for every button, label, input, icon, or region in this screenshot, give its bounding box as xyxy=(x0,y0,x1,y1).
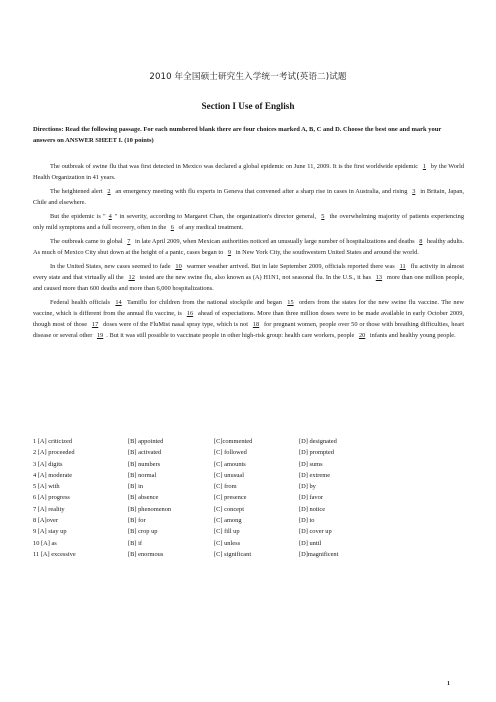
text-segment: the overwhelming majority of patients experiencing only mild symptoms and a full recovery, often in the xyxy=(33,212,464,232)
option-row xyxy=(33,538,464,549)
blank-12: 12 xyxy=(128,274,135,282)
option-row xyxy=(33,447,464,458)
blank-13: 13 xyxy=(375,274,383,282)
option-c: [C] amounts xyxy=(214,460,246,468)
blank-17: 17 xyxy=(91,321,99,329)
option-a: 8 [A]over xyxy=(33,517,59,525)
option-b: [B] enormous xyxy=(128,550,164,558)
text-segment: " in severity, according to Margaret Chan, the organization's director general, xyxy=(114,212,317,220)
option-c: [C] from xyxy=(214,483,237,491)
text-segment: in late April 2009, when Mexican authorities noticed an unusually large number of hospitalizations and deaths xyxy=(134,237,415,245)
option-row xyxy=(33,504,464,515)
passage xyxy=(33,161,464,344)
option-a: 10 [A] as xyxy=(33,539,57,547)
option-a: 2 [A] proceeded xyxy=(33,449,75,457)
blank-6: 6 xyxy=(170,224,174,232)
option-a: 6 [A] progress xyxy=(33,494,70,502)
text-segment: infants and healthy young people. xyxy=(369,332,456,340)
text-segment: ahead of expectations. More than three million doses were to be made available in early October 2009, though most of those xyxy=(33,310,464,329)
blank-15: 15 xyxy=(287,299,294,307)
option-d: [D] cover up xyxy=(299,528,332,536)
blank-9: 9 xyxy=(227,249,232,257)
blank-18: 18 xyxy=(252,321,260,329)
option-a: 1 [A] criticized xyxy=(33,438,73,445)
option-c: [C] significant xyxy=(214,550,252,558)
option-c: [C] presence xyxy=(214,494,247,502)
text-segment: In the United States, new cases seemed to fade xyxy=(50,262,171,270)
option-b: [B] for xyxy=(128,517,146,525)
paragraph-4 xyxy=(33,236,464,258)
option-a: 4 [A] moderate xyxy=(33,471,73,479)
text-segment: tested are the new swine flu, also known as (A) H1N1, not seasonal flu. In the U.S., it has xyxy=(139,274,371,282)
blank-16: 16 xyxy=(186,310,194,318)
exam-title: 2010 年全国硕士研究生入学统一考试(英语二)试题 xyxy=(149,72,347,82)
option-d: [D] until xyxy=(299,539,322,547)
option-d: [D] prompted xyxy=(299,449,334,457)
text-segment: doses were of the FluMist nasal spray type, which is not xyxy=(103,321,249,329)
option-b: [B] activated xyxy=(128,449,162,457)
text-segment: for pregnant women, people over 50 or those with breathing difficulties, heart disease or several other xyxy=(33,321,464,340)
option-d: [D] notice xyxy=(299,505,326,513)
blank-3: 3 xyxy=(412,187,416,195)
directions-text: Directions: Read the following passage. For each numbered blank there are four choices marked A, B, C and D. Choose the best one and mark your answers on ANSWER SHEET I. (10 points) xyxy=(33,126,442,145)
option-b: [B] in xyxy=(128,483,144,491)
blank-20: 20 xyxy=(358,332,366,340)
blank-7: 7 xyxy=(127,237,131,245)
option-b: [B] appointed xyxy=(128,438,164,445)
option-c: [C]commented xyxy=(214,438,253,445)
blank-19: 19 xyxy=(96,332,104,340)
blank-4: 4 xyxy=(108,212,112,220)
text-segment: warmer weather arrived. But in late September 2009, officials reported there was xyxy=(186,262,395,270)
option-row xyxy=(33,470,464,481)
option-row xyxy=(33,481,464,492)
option-b: [B] numbers xyxy=(128,460,161,468)
option-b: [B] crop up xyxy=(128,528,158,536)
text-segment: in Britain, Japan, Chile and elsewhere. xyxy=(33,187,464,207)
option-d: [D] sums xyxy=(299,460,323,468)
option-a: 11 [A] excessive xyxy=(33,550,76,558)
blank-8: 8 xyxy=(419,237,423,245)
option-d: [D] designated xyxy=(299,438,337,445)
answer-options xyxy=(33,436,464,560)
page-number: 1 xyxy=(447,681,450,687)
option-b: [B] if xyxy=(128,539,143,547)
option-row xyxy=(33,526,464,537)
text-segment: The outbreak of swine flu that was first detected in Mexico was declared a global epidemic on June 11, 2009. It is the first worldwide epidemic xyxy=(50,163,419,170)
option-a: 5 [A] with xyxy=(33,483,60,491)
blank-5: 5 xyxy=(321,212,325,220)
option-d: [D] by xyxy=(299,483,316,491)
text-segment: The heightened alert xyxy=(50,187,103,195)
option-c: [C] fill up xyxy=(214,528,240,536)
option-c: [C] concept xyxy=(214,505,244,513)
option-row xyxy=(33,515,464,526)
option-a: 7 [A] reality xyxy=(33,505,65,513)
blank-14: 14 xyxy=(115,299,122,307)
text-segment: Federal health officials xyxy=(50,299,110,307)
section-heading: Section I Use of English xyxy=(201,101,295,111)
option-b: [B] absence xyxy=(128,494,159,502)
option-row xyxy=(33,549,464,560)
option-row xyxy=(33,492,464,503)
text-segment: in New York City, the southwestern United States and around the world. xyxy=(235,249,419,257)
text-segment: healthy adults. As much of Mexico City shut down at the height of a panic, cases began to xyxy=(33,237,464,257)
text-segment: of any medical treatment. xyxy=(178,224,244,232)
option-c: [C] followed xyxy=(214,449,247,457)
option-d: [D] extreme xyxy=(299,471,331,479)
option-a: 9 [A] stay up xyxy=(33,528,67,536)
text-segment: orders from the states for the new swine flu vaccine. The new vaccine, which is different from the annual flu vaccine, is xyxy=(33,299,465,318)
text-segment: But the epidemic is " xyxy=(50,212,106,220)
option-d: [D] favor xyxy=(299,494,323,502)
option-row xyxy=(33,459,464,470)
text-segment: The outbreak came to global xyxy=(50,237,123,245)
option-d: [D] to xyxy=(299,517,315,525)
option-c: [C] among xyxy=(214,517,242,525)
paragraph-2 xyxy=(33,186,464,208)
option-c: [C] unusual xyxy=(214,471,244,479)
text-segment: by the World Health Organization in 41 years. xyxy=(33,163,465,182)
blank-1: 1 xyxy=(422,163,427,170)
text-segment: flu activity in almost every state and that virtually all the xyxy=(33,262,464,282)
option-b: [B] normal xyxy=(128,471,157,479)
option-row xyxy=(33,436,464,447)
paragraph-5 xyxy=(33,261,464,294)
paragraph-1 xyxy=(33,161,464,183)
text-segment: an emergency meeting with flu experts in Geneva that convened after a sharp rise in cases in Australia, and rising xyxy=(115,187,408,195)
blank-10: 10 xyxy=(175,262,182,270)
option-d: [D]magnificent xyxy=(299,550,339,558)
option-c: [C] unless xyxy=(214,539,241,547)
text-segment: more than one million people, and caused more than 600 deaths and more than 6,000 hospitalizations. xyxy=(33,274,464,293)
paragraph-6 xyxy=(33,297,464,341)
option-b: [B] phenomenon xyxy=(128,505,172,513)
blank-2: 2 xyxy=(107,187,111,195)
paragraph-3 xyxy=(33,211,464,233)
option-a: 3 [A] digits xyxy=(33,460,63,468)
blank-11: 11 xyxy=(399,262,406,270)
text-segment: Tamiflu for children from the national stockpile and began xyxy=(126,299,282,307)
text-segment: . But it was still possible to vaccinate people in other high-risk group: health care workers, people xyxy=(106,332,355,340)
